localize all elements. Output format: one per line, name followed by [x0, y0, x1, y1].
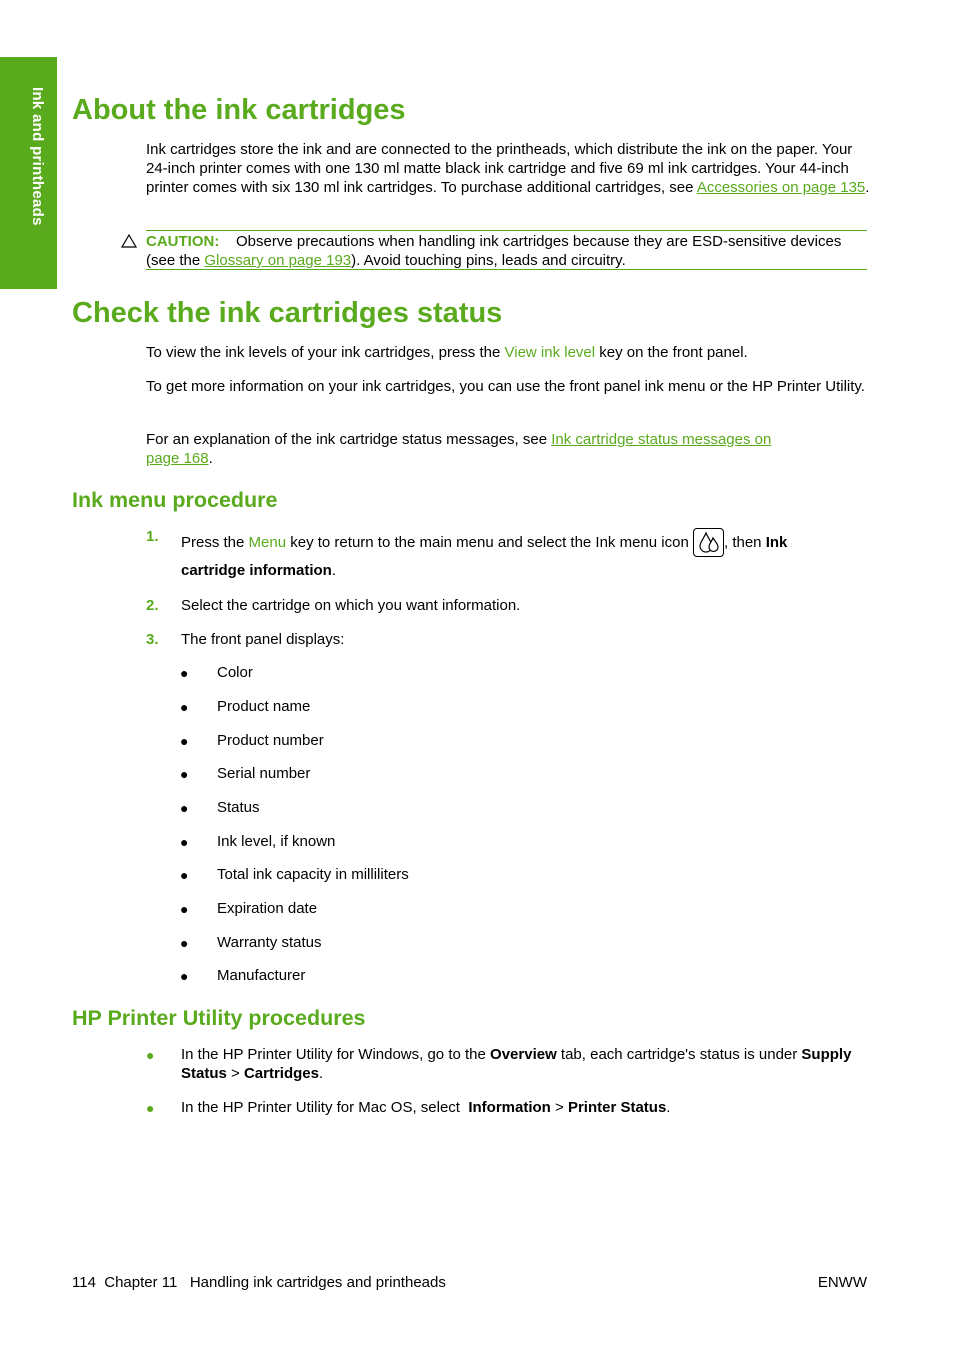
- ink-menu-icon: [693, 528, 724, 557]
- menu-key: Menu: [248, 534, 287, 551]
- step-2-text: Select the cartridge on which you want information.: [181, 597, 521, 614]
- status-paragraph-2: To get more information on your ink cartridges, you can use the front panel ink menu or the HP Printer Utility.: [146, 378, 865, 395]
- bullet-icon: ●: [180, 867, 189, 883]
- step-1-text: Press the Menu key to return to the main menu and select the Ink menu icon , then Ink cartridge information.: [181, 528, 841, 585]
- list-item: Expiration date: [217, 900, 318, 917]
- glossary-link[interactable]: Glossary on page 193: [204, 252, 352, 269]
- utility-mac-text: In the HP Printer Utility for Mac OS, select Information > Printer Status.: [181, 1099, 671, 1116]
- step-3-text: The front panel displays:: [181, 631, 345, 648]
- side-section-tab: [0, 57, 57, 289]
- side-tab-label: Ink and printheads: [29, 87, 46, 226]
- bullet-icon: ●: [146, 1047, 155, 1063]
- caution-rule-bottom: [146, 269, 867, 270]
- step-number: 1.: [146, 528, 159, 545]
- utility-windows-text: In the HP Printer Utility for Windows, go to the Overview tab, each cartridge's status is under Supply Status > Cartridges.: [181, 1046, 852, 1082]
- status-messages-link[interactable]: Ink cartridge status messages on page 168: [146, 431, 772, 467]
- list-item: Total ink capacity in milliliters: [217, 866, 409, 883]
- bullet-icon: ●: [180, 665, 189, 681]
- list-item: Product number: [217, 732, 324, 749]
- caution-triangle-icon: [121, 234, 137, 248]
- list-item: Product name: [217, 698, 311, 715]
- list-item: Color: [217, 664, 253, 681]
- heading-utility-procedures: HP Printer Utility procedures: [72, 1006, 366, 1030]
- bullet-icon: ●: [180, 733, 189, 749]
- step-number: 2.: [146, 597, 159, 614]
- bullet-icon: ●: [180, 834, 189, 850]
- bullet-icon: ●: [180, 800, 189, 816]
- status-paragraph-3: For an explanation of the ink cartridge status messages, see Ink cartridge status messages on page 168.: [146, 431, 772, 467]
- bullet-icon: ●: [146, 1100, 155, 1116]
- heading-ink-menu-procedure: Ink menu procedure: [72, 488, 278, 512]
- footer-page-info: 114 Chapter 11 Handling ink cartridges and printheads: [72, 1274, 446, 1291]
- bullet-icon: ●: [180, 935, 189, 951]
- heading-about-ink-cartridges: About the ink cartridges: [72, 94, 406, 126]
- bullet-icon: ●: [180, 699, 189, 715]
- step-number: 3.: [146, 631, 159, 648]
- accessories-link[interactable]: Accessories on page 135: [696, 179, 866, 196]
- list-item: Serial number: [217, 765, 311, 782]
- heading-check-status: Check the ink cartridges status: [72, 297, 503, 329]
- list-item: Status: [217, 799, 260, 816]
- caution-note: CAUTION: Observe precautions when handling ink cartridges because they are ESD-sensitive devices (see the Glossary on page 193). Avoid touching pins, leads and circuitry.: [146, 233, 842, 269]
- list-item: Ink level, if known: [217, 833, 336, 850]
- view-ink-level-key: View ink level: [504, 344, 596, 361]
- bullet-icon: ●: [180, 968, 189, 984]
- status-paragraph-1: To view the ink levels of your ink cartridges, press the View ink level key on the front panel.: [146, 344, 748, 361]
- list-item: Manufacturer: [217, 967, 306, 984]
- bullet-icon: ●: [180, 901, 189, 917]
- footer-enww: ENWW: [817, 1274, 867, 1291]
- list-item: Warranty status: [217, 934, 322, 951]
- about-paragraph: Ink cartridges store the ink and are connected to the printheads, which distribute the ink on the paper. Your 24-inch printer comes with one 130 ml matte black ink cartridge and five 69 ml ink cartridges. Your 44-inch printer comes with six 130 ml ink cartridges. To purchase additional cartridges, see Accessories on page 135.: [146, 141, 870, 196]
- caution-rule-top: [146, 230, 867, 231]
- bullet-icon: ●: [180, 766, 189, 782]
